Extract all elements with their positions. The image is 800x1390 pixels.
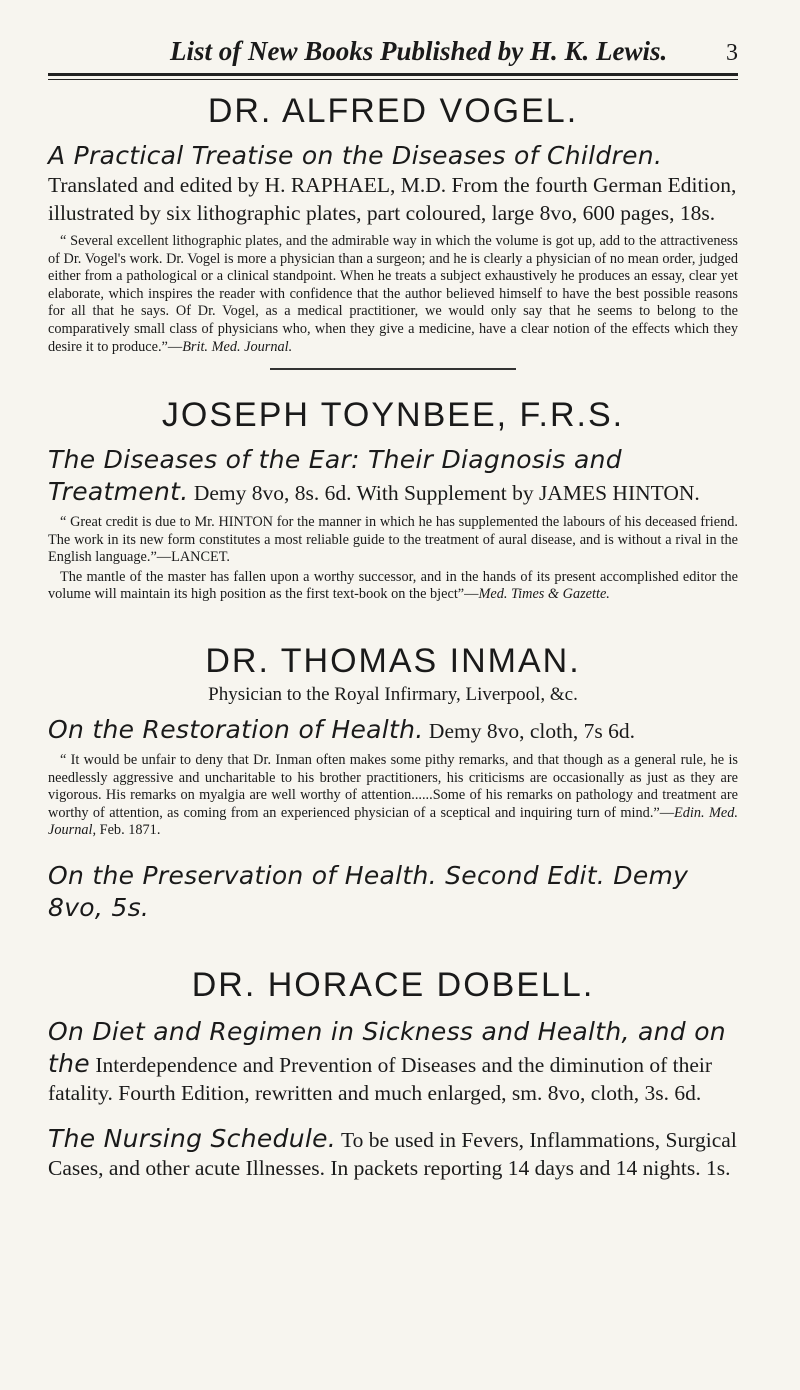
review-quote-2 bbox=[48, 569, 738, 604]
header-rule bbox=[48, 73, 738, 80]
review-source: Med. Times & Gazette. bbox=[478, 586, 610, 603]
book-title: A Practical Treatise on the Diseases of Children. bbox=[48, 141, 663, 170]
review-source: Edin. Med. Journal, bbox=[48, 804, 738, 839]
review-text: The mantle of the master has fallen upon a worthy successor, and in the hands of its present accomplished editor the volume will maintain its high position as the first text-book on the bject”— bbox=[48, 568, 738, 603]
book-title: On the Restoration of Health. bbox=[48, 714, 424, 744]
entry-dobell bbox=[48, 965, 738, 1183]
author-heading: DR. HORACE DOBELL. bbox=[191, 965, 595, 1004]
author-heading: DR. THOMAS INMAN. bbox=[205, 641, 581, 680]
book-title: On the Preservation of Health. Second Edit. Demy 8vo, 5s. bbox=[48, 860, 689, 922]
book-listing-2 bbox=[48, 1123, 738, 1183]
running-head-title: List of New Books Published by H. K. Lewis. bbox=[170, 36, 668, 66]
book-listing bbox=[48, 140, 738, 227]
book-details: Interdependence and Prevention of Diseases and the diminution of their fatality. Fourth Edition, rewritten and much enlarged, sm. 8vo, cloth, 3s. 6d. bbox=[48, 1052, 713, 1105]
book-listing bbox=[48, 444, 738, 508]
book-details: Translated and edited by H. RAPHAEL, M.D. From the fourth German Edition, illustrated by six lithographic plates, part coloured, large 8vo, 600 pages, 18s. bbox=[48, 173, 737, 225]
entry-toynbee bbox=[48, 398, 738, 604]
review-text: “ Great credit is due to Mr. HINTON for the manner in which he has supplemented the labours of his deceased friend. The work in its new form constitutes a most reliable guide to the treatment of aural disease, and is without a rival in the English language.”—LANCET. bbox=[48, 514, 738, 566]
book-listing-2 bbox=[48, 860, 738, 924]
book-title: On Diet and Regimen in Sickness and Health, and on the bbox=[48, 1016, 726, 1078]
entry-vogel bbox=[48, 94, 738, 356]
entry-inman bbox=[48, 641, 738, 924]
book-details: To be used in Fevers, Inflammations, Surgical Cases, and other acute Illnesses. In packets reporting 14 days and 14 nights. 1s. bbox=[48, 1128, 737, 1181]
review-quote bbox=[48, 752, 738, 840]
section-divider bbox=[270, 368, 516, 370]
author-heading: JOSEPH TOYNBEE, F.R.S. bbox=[161, 396, 625, 435]
review-quote bbox=[48, 514, 738, 567]
book-title: The Diseases of the Ear: Their Diagnosis and Treatment. bbox=[48, 445, 622, 507]
author-heading: DR. ALFRED VOGEL. bbox=[207, 92, 579, 130]
running-head bbox=[48, 0, 738, 67]
page-number: 3 bbox=[726, 40, 738, 66]
book-title: The Nursing Schedule. bbox=[48, 1124, 337, 1154]
review-quote bbox=[48, 233, 738, 356]
book-details: Demy 8vo, 8s. 6d. With Supplement by JAMES HINTON. bbox=[188, 481, 700, 506]
review-text: “ Several excellent lithographic plates, and the admirable way in which the volume is got up, add to the attractiveness of Dr. Vogel's work. Dr. Vogel is more a physician than a surgeon; and he is clearly a physician of no mean order, judged either from a pathological or a clinical standpoint. When he treats a subject exhaustively he produces an essay, clear yet elaborate, which inspires the reader with confidence that the author believed himself to have the best possible reasons for all that he says. Of Dr. Vogel, as a medical practitioner, we would only say that he seems to belong to the comparatively small class of physicians who, when they give a medicine, have a clear notion of the effects which they desire it to produce.”— bbox=[48, 233, 738, 355]
author-subtitle: Physician to the Royal Infirmary, Liverpool, &c. bbox=[208, 683, 578, 705]
review-date: Feb. 1871. bbox=[96, 822, 161, 839]
book-listing bbox=[48, 1016, 738, 1108]
review-source: Brit. Med. Journal. bbox=[182, 338, 293, 355]
book-listing bbox=[48, 714, 738, 746]
book-details: Demy 8vo, cloth, 7s 6d. bbox=[423, 718, 635, 743]
review-text: “ It would be unfair to deny that Dr. Inman often makes some pithy remarks, and that though as a general rule, he is needlessly aggressive and uncharitable to his brother practitioners, his criticisms are occasionally as just as they are vigorous. His remarks on myalgia are well worthy of attention......Some of his remarks on pathology and treatment are worthy of attention, as coming from an experienced physician of a sceptical and inquiring turn of mind.”— bbox=[48, 751, 738, 821]
